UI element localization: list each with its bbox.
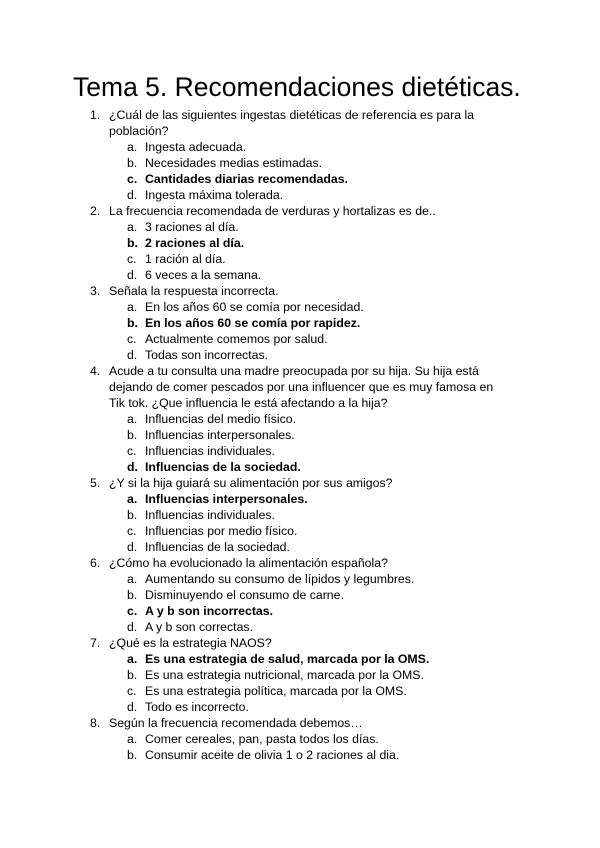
option-letter: d.	[127, 460, 138, 474]
answer-option	[0, 267, 600, 283]
answer-options	[0, 139, 600, 203]
answer-option	[0, 251, 600, 267]
question-item	[0, 715, 600, 763]
option-text: Necesidades medias estimadas.	[145, 156, 323, 170]
answer-option	[0, 411, 600, 427]
answer-option-correct	[0, 603, 600, 619]
option-letter: c.	[127, 172, 138, 186]
option-letter: a.	[127, 300, 138, 314]
option-text: En los años 60 se comía por rapidez.	[145, 316, 361, 330]
answer-option-correct	[0, 491, 600, 507]
option-letter: d.	[127, 620, 138, 634]
option-text: Influencias de la sociedad.	[145, 540, 290, 554]
option-letter: b.	[127, 668, 138, 682]
answer-option-correct	[0, 235, 600, 251]
option-letter: b.	[127, 236, 138, 250]
option-letter: b.	[127, 508, 138, 522]
option-text: Consumir aceite de olivia 1 o 2 raciones al dia.	[145, 748, 400, 762]
question-number: 8.	[90, 716, 101, 730]
question-item	[0, 203, 600, 283]
answer-option	[0, 619, 600, 635]
option-text: Comer cereales, pan, pasta todos los días.	[145, 732, 379, 746]
answer-option	[0, 427, 600, 443]
option-letter: a.	[127, 140, 138, 154]
option-letter: c.	[127, 444, 137, 458]
question-number: 4.	[90, 364, 101, 378]
option-text: Es una estrategia nutricional, marcada por la OMS.	[145, 668, 424, 682]
question-item	[0, 363, 600, 475]
option-text: Cantidades diarias recomendadas.	[145, 172, 348, 186]
answer-options	[0, 571, 600, 635]
page-title: Tema 5. Recomendaciones dietéticas.	[73, 72, 521, 102]
question-number: 3.	[90, 284, 101, 298]
option-text: Influencias del medio físico.	[145, 412, 297, 426]
answer-option	[0, 187, 600, 203]
answer-option	[0, 219, 600, 235]
answer-option	[0, 331, 600, 347]
question-item	[0, 283, 600, 363]
option-letter: b.	[127, 316, 138, 330]
question-item	[0, 475, 600, 555]
answer-option	[0, 747, 600, 763]
answer-option	[0, 139, 600, 155]
answer-option	[0, 731, 600, 747]
option-text: Ingesta adecuada.	[145, 140, 247, 154]
option-text: En los años 60 se comía por necesidad.	[145, 300, 364, 314]
option-text: Influencias interpersonales.	[145, 428, 295, 442]
question-number: 2.	[90, 204, 101, 218]
option-letter: a.	[127, 572, 138, 586]
option-text: 6 veces a la semana.	[145, 268, 262, 282]
option-text: Disminuyendo el consumo de carne.	[145, 588, 344, 602]
question-text: Acude a tu consulta una madre preocupada por su hija. Su hija está dejando de comer pescados por una influencer que es muy famosa en Tik tok. ¿Que influencia le está afectando a la hija?	[109, 364, 494, 410]
option-letter: a.	[127, 412, 138, 426]
option-text: Influencias individuales.	[145, 508, 275, 522]
option-text: 1 ración al día.	[145, 252, 226, 266]
answer-options	[0, 651, 600, 715]
option-letter: c.	[127, 252, 137, 266]
option-letter: d.	[127, 268, 138, 282]
option-letter: a.	[127, 732, 138, 746]
option-text: A y b son correctas.	[145, 620, 253, 634]
question-text: Señala la respuesta incorrecta.	[109, 284, 279, 298]
option-letter: d.	[127, 540, 138, 554]
option-letter: c.	[127, 604, 138, 618]
option-letter: c.	[127, 524, 137, 538]
option-text: 2 raciones al día.	[145, 236, 245, 250]
option-text: Actualmente comemos por salud.	[145, 332, 328, 346]
answer-option	[0, 539, 600, 555]
option-letter: c.	[127, 332, 137, 346]
option-letter: d.	[127, 348, 138, 362]
answer-option	[0, 443, 600, 459]
question-text: ¿Qué es la estrategia NAOS?	[109, 636, 272, 650]
answer-options	[0, 219, 600, 283]
option-text: Es una estrategia de salud, marcada por la OMS.	[145, 652, 430, 666]
option-letter: c.	[127, 684, 137, 698]
option-text: 3 raciones al día.	[145, 220, 239, 234]
answer-option-correct	[0, 315, 600, 331]
answer-options	[0, 411, 600, 475]
answer-options	[0, 731, 600, 763]
question-number: 7.	[90, 636, 101, 650]
answer-options	[0, 491, 600, 555]
question-list	[0, 107, 600, 763]
question-number: 1.	[90, 108, 101, 122]
option-letter: d.	[127, 188, 138, 202]
answer-option	[0, 587, 600, 603]
answer-option	[0, 507, 600, 523]
question-number: 5.	[90, 476, 101, 490]
question-number: 6.	[90, 556, 101, 570]
option-text: Todas son incorrectas.	[145, 348, 269, 362]
option-text: Influencias de la sociedad.	[145, 460, 301, 474]
option-letter: b.	[127, 748, 138, 762]
option-letter: d.	[127, 700, 138, 714]
answer-option	[0, 699, 600, 715]
answer-option-correct	[0, 459, 600, 475]
answer-option-correct	[0, 651, 600, 667]
option-letter: b.	[127, 156, 138, 170]
answer-option	[0, 347, 600, 363]
answer-option	[0, 299, 600, 315]
option-letter: a.	[127, 220, 138, 234]
option-text: Es una estrategia política, marcada por la OMS.	[145, 684, 407, 698]
answer-option	[0, 155, 600, 171]
option-text: A y b son incorrectas.	[145, 604, 274, 618]
option-text: Influencias individuales.	[145, 444, 275, 458]
option-letter: b.	[127, 428, 138, 442]
answer-option	[0, 667, 600, 683]
answer-option	[0, 523, 600, 539]
option-letter: b.	[127, 588, 138, 602]
option-text: Influencias interpersonales.	[145, 492, 308, 506]
question-text: ¿Cómo ha evolucionado la alimentación española?	[109, 556, 388, 570]
answer-option-correct	[0, 171, 600, 187]
option-letter: a.	[127, 492, 138, 506]
question-text: Según la frecuencia recomendada debemos…	[109, 716, 363, 730]
question-text: La frecuencia recomendada de verduras y hortalizas es de..	[109, 204, 436, 218]
question-text: ¿Cuál de las siguientes ingestas dietéticas de referencia es para la población?	[109, 108, 475, 138]
option-letter: a.	[127, 652, 138, 666]
question-item	[0, 555, 600, 635]
answer-options	[0, 299, 600, 363]
option-text: Influencias por medio físico.	[145, 524, 298, 538]
option-text: Todo es incorrecto.	[145, 700, 249, 714]
question-item	[0, 635, 600, 715]
question-text: ¿Y si la hija guiará su alimentación por sus amigos?	[109, 476, 393, 490]
question-item	[0, 107, 600, 203]
answer-option	[0, 683, 600, 699]
answer-option	[0, 571, 600, 587]
option-text: Ingesta máxima tolerada.	[145, 188, 284, 202]
option-text: Aumentando su consumo de lípidos y legumbres.	[145, 572, 415, 586]
